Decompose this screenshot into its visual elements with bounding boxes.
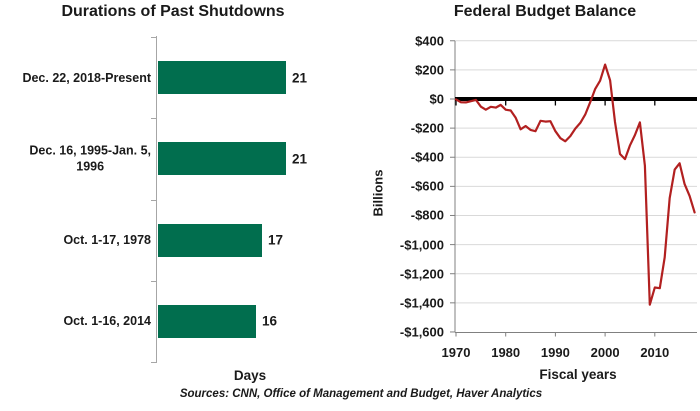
bar-value-label: 16 [262,313,278,329]
y-tick-label: -$1,000 [399,237,444,253]
y-tick-label: $400 [415,33,444,49]
bar-value-label: 21 [292,70,308,86]
line-chart-y-axis-title: Billions [370,169,386,217]
bar-value-label: 17 [268,232,284,248]
line-chart-title: Federal Budget Balance [453,3,637,20]
x-tick-label: 1990 [540,345,570,360]
y-tick-label: -$400 [410,149,444,165]
y-tick-label: -$1,600 [399,324,444,340]
y-tick-label: -$800 [410,207,444,223]
bar-chart-x-axis-title: Days [233,368,267,383]
x-tick-label: 2010 [640,345,670,360]
category-label-text: Oct. 1-17, 1978 [63,233,151,248]
y-tick-label: -$200 [410,120,444,136]
y-tick-label: $200 [415,62,444,78]
source-note: Sources: CNN, Office of Management and Budget, Haver Analytics [179,388,543,400]
category-label-text: Dec. 16, 1995-Jan. 5, 1996 [29,143,151,174]
category-label-text: Dec. 22, 2018-Present [22,70,151,85]
y-tick-label: -$1,200 [399,266,444,282]
line-chart-x-axis-title: Fiscal years [539,367,617,382]
y-tick-label: -$1,400 [399,295,444,311]
bar-chart-title: Durations of Past Shutdowns [61,3,285,20]
category-label-text: Oct. 1-16, 2014 [63,314,151,329]
x-tick-label: 1980 [491,345,521,360]
bar-value-label: 21 [292,151,308,167]
y-tick-label: -$600 [410,178,444,194]
x-tick-label: 2000 [590,345,620,360]
x-tick-label: 1970 [441,345,471,360]
y-tick-label: $0 [429,91,444,107]
